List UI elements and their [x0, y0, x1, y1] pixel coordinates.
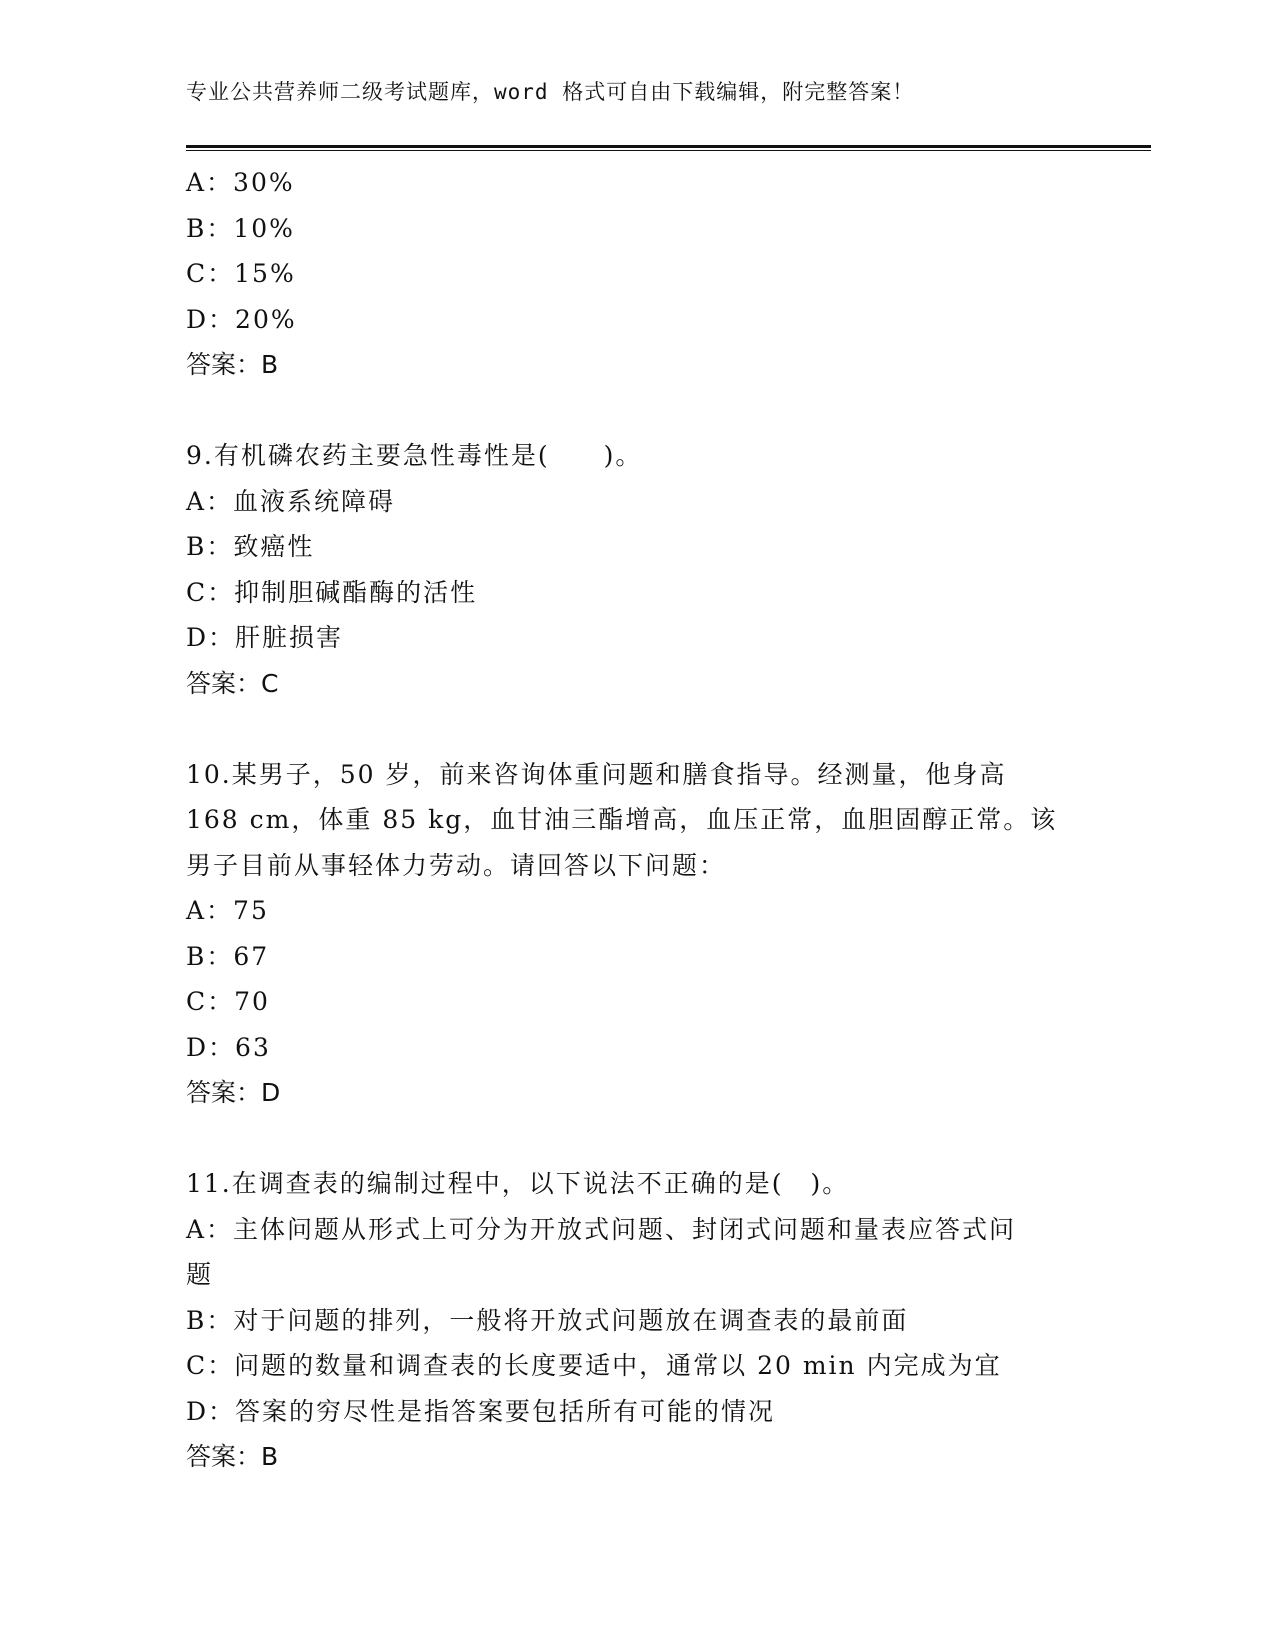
- question-10-block: [186, 752, 1106, 1116]
- question-11-block: [186, 1161, 1106, 1480]
- question-text: 9.有机磷农药主要急性毒性是( )。: [186, 441, 643, 470]
- option-a: A：血液系统障碍: [186, 486, 396, 516]
- option-a: A：75: [186, 896, 269, 925]
- question-8-block: [186, 160, 1106, 388]
- option-a: A：30%: [186, 168, 295, 197]
- option-b: B：致癌性: [186, 532, 315, 561]
- header-rule-thin: [186, 150, 1151, 151]
- page-header: 专业公共营养师二级考试题库，word 格式可自由下载编辑，附完整答案！: [186, 80, 915, 104]
- answer-line: 答案：B: [186, 350, 279, 379]
- answer-line: 答案：D: [186, 1078, 281, 1107]
- header-rule-thick: [186, 145, 1151, 148]
- answer-line: 答案：B: [186, 1442, 279, 1471]
- option-c: C：抑制胆碱酯酶的活性: [186, 577, 478, 607]
- question-text-line-1: 10.某男子，50 岁，前来咨询体重问题和膳食指导。经测量，他身高: [186, 759, 1007, 789]
- option-b: B：10%: [186, 213, 295, 243]
- spacer: [186, 706, 1106, 752]
- option-d: D：肝脏损害: [186, 623, 344, 652]
- option-d: D：63: [186, 1032, 271, 1062]
- option-c: C：问题的数量和调查表的长度要适中，通常以 20 min 内完成为宜: [186, 1351, 1002, 1380]
- option-b: B：对于问题的排列，一般将开放式问题放在调查表的最前面: [186, 1305, 909, 1335]
- spacer: [186, 1116, 1106, 1162]
- option-d: D：答案的穷尽性是指答案要包括所有可能的情况: [186, 1396, 776, 1426]
- option-b: B：67: [186, 941, 270, 971]
- option-c: C：15%: [186, 259, 296, 288]
- option-a-line-1: A：主体问题从形式上可分为开放式问题、封闭式问题和量表应答式问: [186, 1214, 1017, 1244]
- question-text: 11.在调查表的编制过程中，以下说法不正确的是( )。: [186, 1169, 850, 1198]
- option-a-line-2: 题: [186, 1260, 214, 1289]
- spacer: [186, 388, 1106, 434]
- question-text-line-3: 男子目前从事轻体力劳动。请回答以下问题：: [186, 850, 727, 880]
- option-c: C：70: [186, 987, 270, 1016]
- question-9-block: [186, 433, 1106, 706]
- question-text-line-2: 168 cm，体重 85 kg，血甘油三酯增高，血压正常，血胆固醇正常。该: [186, 805, 1058, 834]
- option-d: D：20%: [186, 304, 297, 334]
- question-content: [186, 160, 1106, 1480]
- answer-line: 答案：C: [186, 668, 279, 698]
